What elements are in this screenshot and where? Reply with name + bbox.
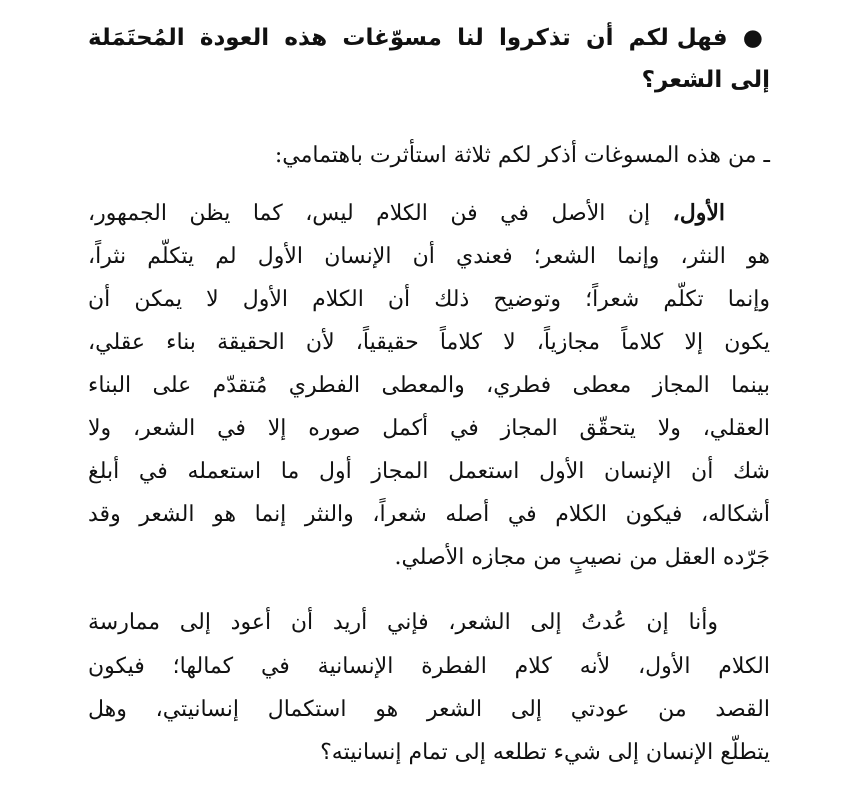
question-line-2: إلى الشعر؟: [641, 67, 770, 93]
question-line-1: ● فهل لكم أن تذكروا لنا مسوّغات هذه العودة المُحتَمَلة: [88, 25, 770, 51]
paragraph-line: يكون إلا كلاماً مجازياً، لا كلاماً حقيقياً، لأن الحقيقة بناء عقلي،: [88, 330, 770, 355]
paragraph-line: وإنما تكلّم شعراً؛ وتوضيح ذلك أن الكلام الأول لا يمكن أن: [88, 287, 770, 312]
paragraph-line: العقلي، ولا يتحقّق المجاز في أكمل صوره إلا في الشعر، ولا: [88, 416, 770, 441]
paragraph-line: أشكاله، فيكون الكلام في أصله شعراً، والنثر إنما هو الشعر وقد: [88, 502, 770, 527]
paragraph-line: الكلام الأول، لأنه كلام الفطرة الإنسانية في كمالها؛ فيكون: [88, 654, 770, 679]
paragraph-line: شك أن الإنسان الأول استعمل المجاز أول ما استعمله في أبلغ: [88, 459, 770, 484]
bullet-icon: ●: [742, 25, 770, 51]
paragraph-line: يتطلّع الإنسان إلى شيء تطلعه إلى تمام إنسانيته؟: [320, 740, 770, 765]
paragraph-line: القصد من عودتي إلى الشعر هو استكمال إنسانيتي، وهل: [88, 697, 770, 722]
paragraph-line: هو النثر، وإنما الشعر؛ فعندي أن الإنسان الأول لم يتكلّم نثراً،: [88, 244, 770, 269]
paragraph-lead: الأول،: [672, 200, 725, 226]
paragraph-line: بينما المجاز معطى فطري، والمعطى الفطري مُتقدّم على البناء: [88, 373, 770, 398]
paragraph-line: جَرّده العقل من نصيبٍ من مجازه الأصلي.: [394, 545, 770, 570]
answer-intro: ـ من هذه المسوغات أذكر لكم ثلاثة استأثرت باهتمامي:: [274, 143, 770, 168]
paragraph-line: وأنا إن عُدتُ إلى الشعر، فإني أريد أن أعود إلى ممارسة: [88, 610, 718, 635]
paragraph-line: الأول، إن الأصل في فن الكلام ليس، كما يظن الجمهور،: [88, 200, 725, 226]
